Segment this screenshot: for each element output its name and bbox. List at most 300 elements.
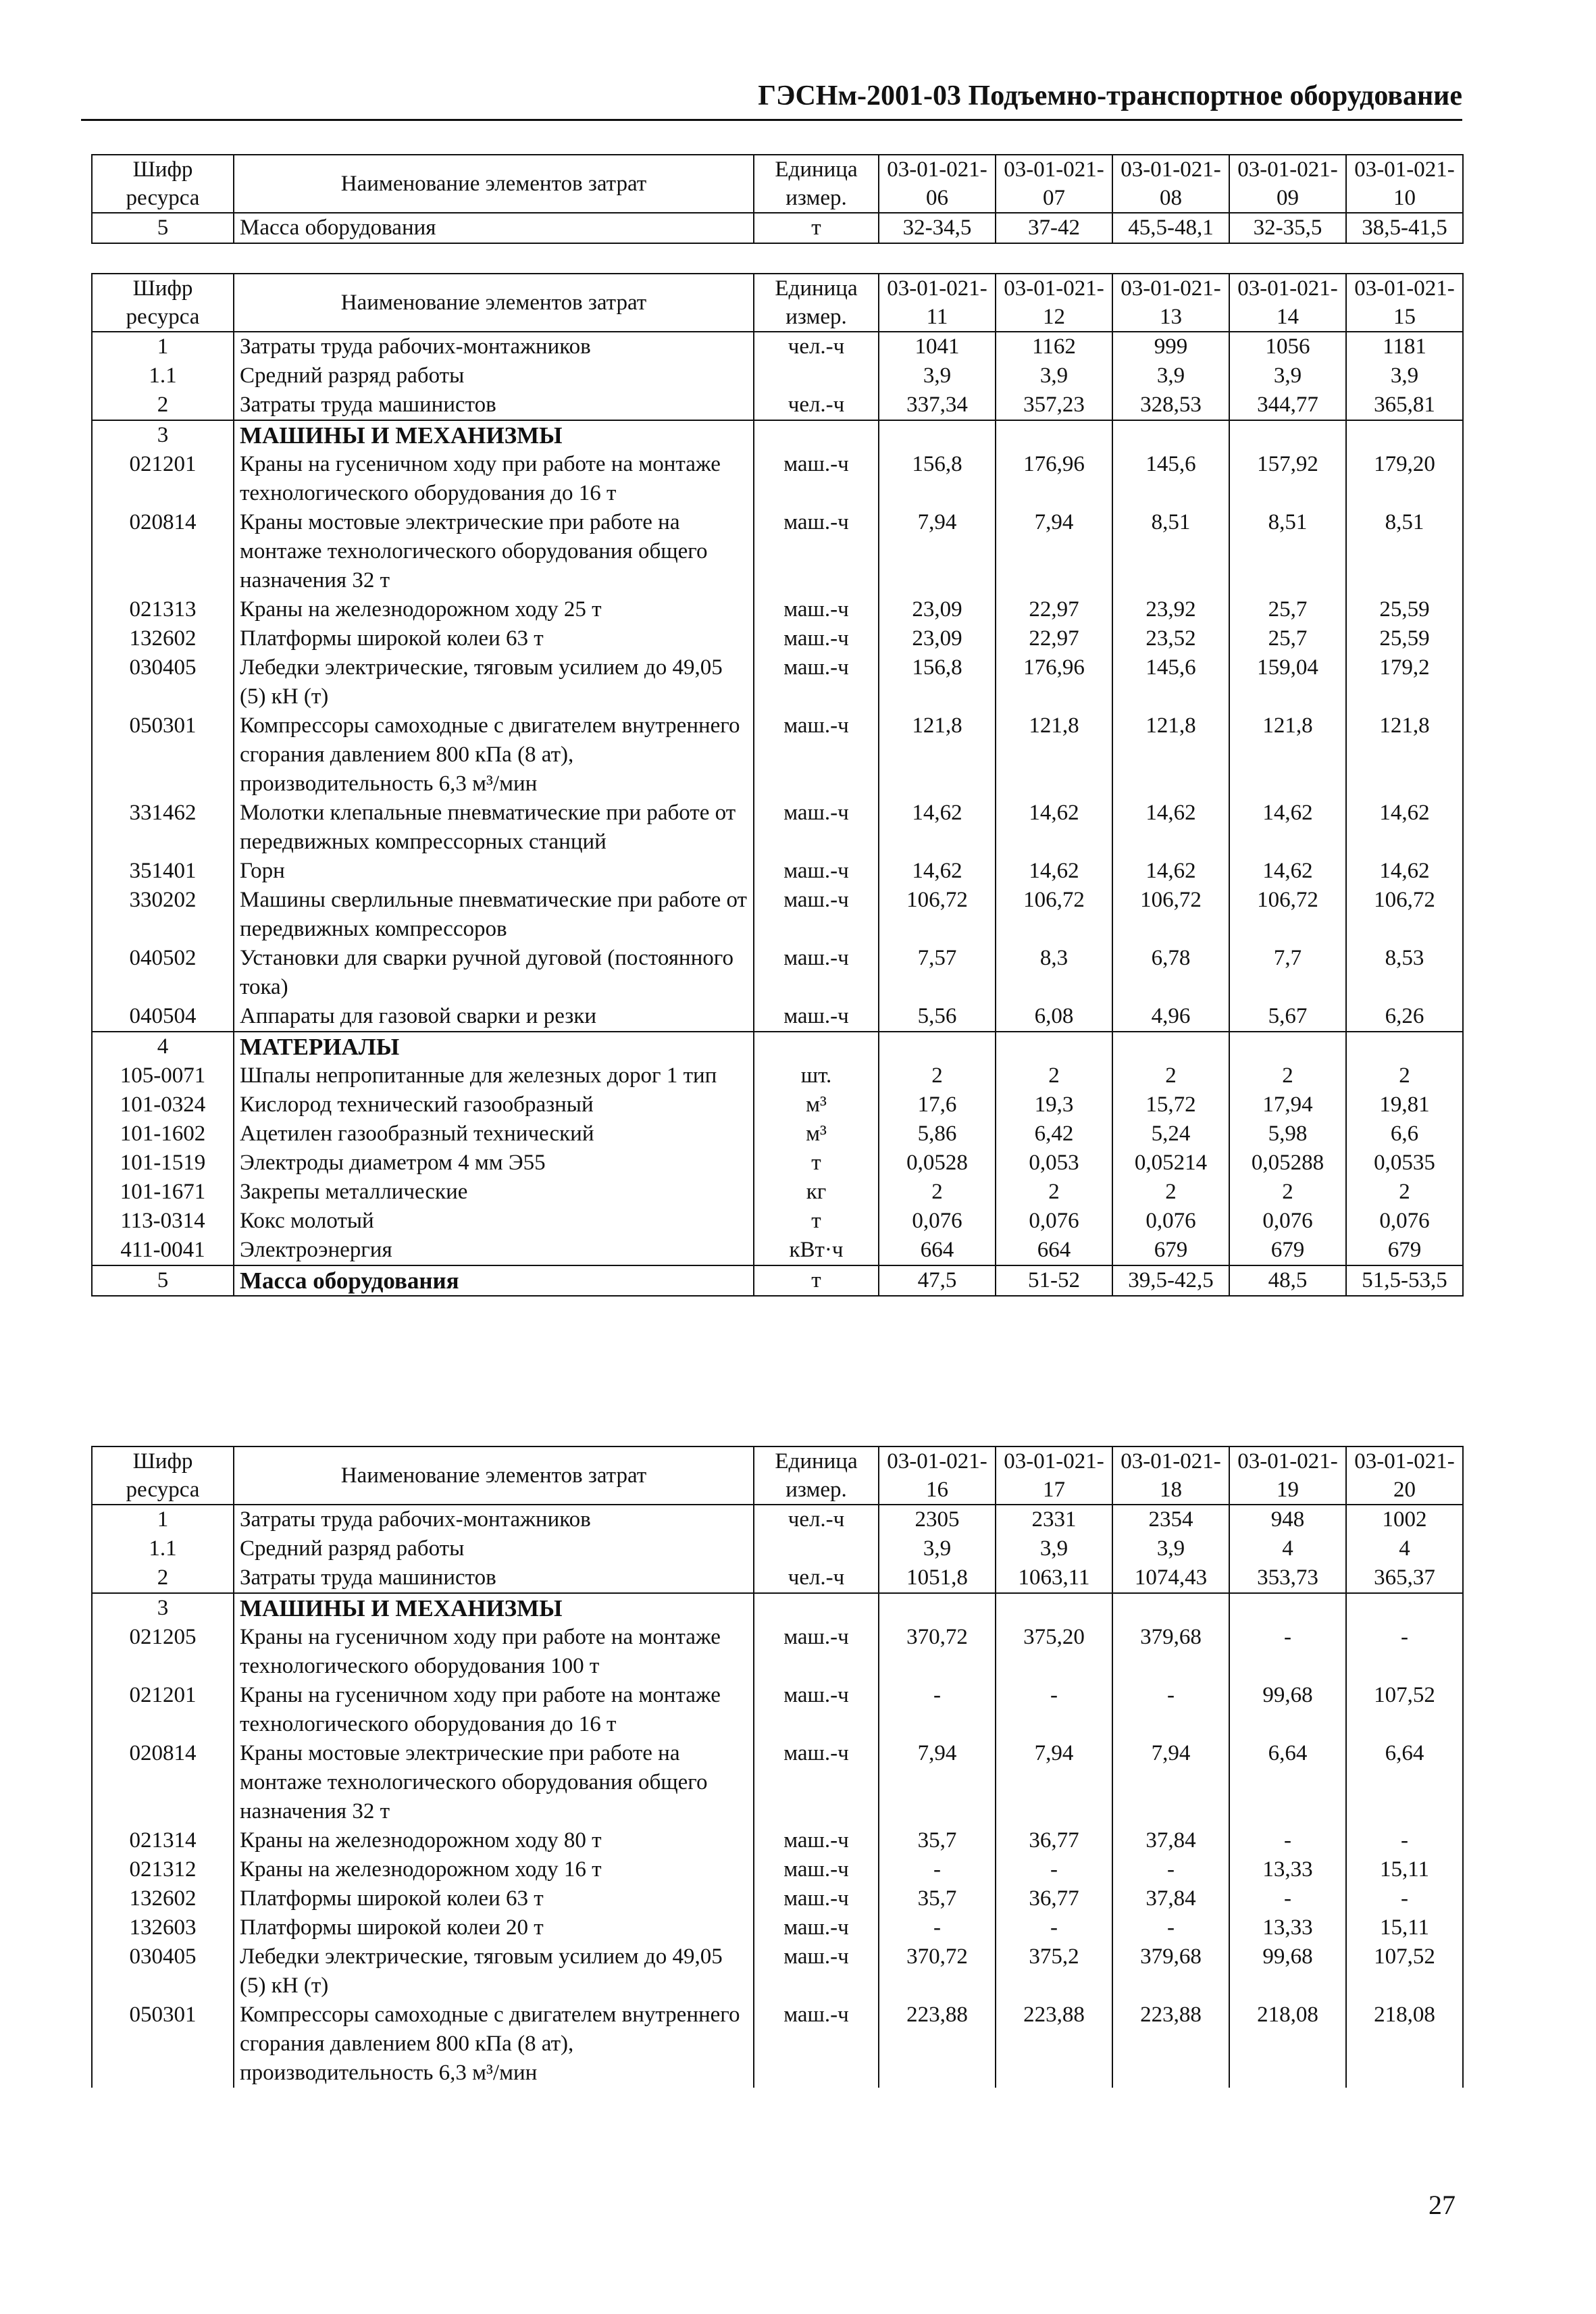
value-cell: - <box>879 1913 996 1942</box>
cost-element-name: Кокс молотый <box>234 1207 754 1236</box>
resource-code: 2 <box>92 1563 234 1593</box>
value-cell: 2 <box>1112 1178 1229 1207</box>
table-header-row <box>92 274 1463 332</box>
value-cell: 379,68 <box>1112 1623 1229 1681</box>
cost-element-name: Краны на железнодорожном ходу 16 т <box>234 1855 754 1884</box>
value-cell: 7,7 <box>1229 944 1346 1002</box>
header-norm-code: 03-01-021-19 <box>1229 1447 1346 1505</box>
resource-code: 2 <box>92 391 234 420</box>
value-cell: 179,20 <box>1346 450 1463 508</box>
cost-element-name: Молотки клепальные пневматические при работе от передвижных компрессорных станций <box>234 799 754 857</box>
value-cell: 3,9 <box>1112 1534 1229 1563</box>
table-row <box>92 1505 1463 1534</box>
value-cell: 14,62 <box>1346 799 1463 857</box>
value-cell: 107,52 <box>1346 1942 1463 2001</box>
value-cell: 218,08 <box>1346 2001 1463 2088</box>
resource-code: 030405 <box>92 1942 234 2001</box>
unit-cell: чел.-ч <box>754 1563 879 1593</box>
value-cell: 32-35,5 <box>1229 213 1346 243</box>
value-cell: 38,5-41,5 <box>1346 213 1463 243</box>
value-cell: 4 <box>1346 1534 1463 1563</box>
table-row <box>92 857 1463 886</box>
header-norm-code: 03-01-021-08 <box>1112 155 1229 213</box>
value-cell: 0,076 <box>996 1207 1112 1236</box>
resource-code: 021201 <box>92 450 234 508</box>
value-cell: 2 <box>879 1178 996 1207</box>
cost-element-name: Затраты труда машинистов <box>234 1563 754 1593</box>
value-cell: 106,72 <box>1346 886 1463 944</box>
value-cell: 370,72 <box>879 1623 996 1681</box>
resource-code: 411-0041 <box>92 1236 234 1265</box>
table-row <box>92 1149 1463 1178</box>
value-cell: 0,076 <box>1112 1207 1229 1236</box>
value-cell: 36,77 <box>996 1884 1112 1913</box>
cost-element-name: Закрепы металлические <box>234 1178 754 1207</box>
value-cell: 2 <box>879 1061 996 1090</box>
value-cell: 5,24 <box>1112 1120 1229 1149</box>
unit-cell: маш.-ч <box>754 653 879 711</box>
value-cell: 17,94 <box>1229 1090 1346 1120</box>
value-cell: 2 <box>1346 1178 1463 1207</box>
resource-code: 1 <box>92 332 234 361</box>
value-cell: 145,6 <box>1112 653 1229 711</box>
resource-code: 132602 <box>92 624 234 653</box>
value-cell: - <box>1112 1681 1229 1739</box>
header-norm-code: 03-01-021-18 <box>1112 1447 1229 1505</box>
value-cell: 14,62 <box>1229 857 1346 886</box>
value-cell: 7,57 <box>879 944 996 1002</box>
value-cell: 13,33 <box>1229 1913 1346 1942</box>
cost-element-name: Лебедки электрические, тяговым усилием до 49,05 (5) кН (т) <box>234 653 754 711</box>
value-cell: 19,3 <box>996 1090 1112 1120</box>
table-row <box>92 1884 1463 1913</box>
cost-element-name: Затраты труда рабочих-монтажников <box>234 332 754 361</box>
value-cell: 2 <box>1229 1061 1346 1090</box>
value-cell <box>1346 1593 1463 1623</box>
value-cell: 25,7 <box>1229 595 1346 624</box>
cost-element-name: Краны мостовые электрические при работе на монтаже технологического оборудования общего назначения 32 т <box>234 508 754 595</box>
table-row <box>92 886 1463 944</box>
unit-cell: маш.-ч <box>754 944 879 1002</box>
table-row <box>92 1563 1463 1593</box>
value-cell: 6,26 <box>1346 1002 1463 1032</box>
unit-cell: маш.-ч <box>754 1623 879 1681</box>
value-cell: 14,62 <box>996 857 1112 886</box>
value-cell: 25,7 <box>1229 624 1346 653</box>
value-cell: 14,62 <box>996 799 1112 857</box>
resource-code: 020814 <box>92 1739 234 1826</box>
resource-code: 101-1519 <box>92 1149 234 1178</box>
value-cell: - <box>1229 1884 1346 1913</box>
value-cell: 223,88 <box>996 2001 1112 2088</box>
value-cell: 121,8 <box>879 711 996 799</box>
value-cell: 328,53 <box>1112 391 1229 420</box>
value-cell: 14,62 <box>1112 857 1229 886</box>
unit-cell: м³ <box>754 1120 879 1149</box>
value-cell: 365,81 <box>1346 391 1463 420</box>
header-norm-code: 03-01-021-07 <box>996 155 1112 213</box>
resource-code: 3 <box>92 420 234 450</box>
value-cell: 106,72 <box>1229 886 1346 944</box>
running-header: ГЭСНм-2001-03 Подъемно-транспортное оборудование <box>758 80 1462 111</box>
resource-code: 5 <box>92 1265 234 1296</box>
table-row <box>92 1207 1463 1236</box>
value-cell: 948 <box>1229 1505 1346 1534</box>
header-unit: Единица измер. <box>754 1447 879 1505</box>
value-cell <box>1112 1032 1229 1061</box>
unit-cell: чел.-ч <box>754 1505 879 1534</box>
unit-cell: маш.-ч <box>754 1913 879 1942</box>
cost-element-name: Компрессоры самоходные с двигателем внутреннего сгорания давлением 800 кПа (8 ат), производительность 6,3 м³/мин <box>234 711 754 799</box>
unit-cell: маш.-ч <box>754 508 879 595</box>
value-cell: 3,9 <box>879 1534 996 1563</box>
value-cell: 25,59 <box>1346 595 1463 624</box>
header-name: Наименование элементов затрат <box>234 155 754 213</box>
resource-code: 021205 <box>92 1623 234 1681</box>
unit-cell: маш.-ч <box>754 1855 879 1884</box>
value-cell: - <box>1346 1826 1463 1855</box>
value-cell: 3,9 <box>1112 361 1229 391</box>
cost-element-name: Краны на гусеничном ходу при работе на монтаже технологического оборудования до 16 т <box>234 1681 754 1739</box>
value-cell: 679 <box>1112 1236 1229 1265</box>
resource-code: 040502 <box>92 944 234 1002</box>
value-cell: 0,0528 <box>879 1149 996 1178</box>
resource-code: 4 <box>92 1032 234 1061</box>
value-cell <box>1229 1593 1346 1623</box>
value-cell: 0,05214 <box>1112 1149 1229 1178</box>
header-norm-code: 03-01-021-20 <box>1346 1447 1463 1505</box>
table-row <box>92 1534 1463 1563</box>
value-cell: 6,6 <box>1346 1120 1463 1149</box>
value-cell: 1056 <box>1229 332 1346 361</box>
value-cell <box>879 420 996 450</box>
value-cell: 23,09 <box>879 595 996 624</box>
resource-code: 132603 <box>92 1913 234 1942</box>
table-row <box>92 213 1463 243</box>
resource-code: 021313 <box>92 595 234 624</box>
value-cell: 375,2 <box>996 1942 1112 2001</box>
value-cell: 344,77 <box>1229 391 1346 420</box>
cost-element-name: Шпалы непропитанные для железных дорог 1 тип <box>234 1061 754 1090</box>
resource-code: 1.1 <box>92 361 234 391</box>
cost-element-name: Затраты труда рабочих-монтажников <box>234 1505 754 1534</box>
unit-cell: маш.-ч <box>754 450 879 508</box>
value-cell: 14,62 <box>1112 799 1229 857</box>
section-row <box>92 1593 1463 1623</box>
resource-code: 030405 <box>92 653 234 711</box>
value-cell: 14,62 <box>1229 799 1346 857</box>
value-cell <box>1112 420 1229 450</box>
cost-element-name: Краны на железнодорожном ходу 80 т <box>234 1826 754 1855</box>
table-row <box>92 1061 1463 1090</box>
value-cell: 23,52 <box>1112 624 1229 653</box>
unit-cell: т <box>754 1265 879 1296</box>
unit-cell <box>754 1534 879 1563</box>
value-cell: 370,72 <box>879 1942 996 2001</box>
value-cell: 106,72 <box>879 886 996 944</box>
value-cell: 157,92 <box>1229 450 1346 508</box>
resource-code: 101-1602 <box>92 1120 234 1149</box>
table-row <box>92 595 1463 624</box>
table-row <box>92 1942 1463 2001</box>
table-row <box>92 711 1463 799</box>
value-cell: 0,076 <box>1346 1207 1463 1236</box>
value-cell: 37,84 <box>1112 1826 1229 1855</box>
value-cell: 3,9 <box>879 361 996 391</box>
header-norm-code: 03-01-021-14 <box>1229 274 1346 332</box>
value-cell: 32-34,5 <box>879 213 996 243</box>
value-cell: 2354 <box>1112 1505 1229 1534</box>
cost-element-name: Лебедки электрические, тяговым усилием до 49,05 (5) кН (т) <box>234 1942 754 2001</box>
resource-code: 351401 <box>92 857 234 886</box>
cost-element-name: Краны на гусеничном ходу при работе на монтаже технологического оборудования до 16 т <box>234 450 754 508</box>
unit-cell: чел.-ч <box>754 332 879 361</box>
value-cell: 22,97 <box>996 624 1112 653</box>
unit-cell: маш.-ч <box>754 886 879 944</box>
cost-element-name: Масса оборудования <box>234 1265 754 1296</box>
header-norm-code: 03-01-021-09 <box>1229 155 1346 213</box>
header-name: Наименование элементов затрат <box>234 1447 754 1505</box>
value-cell: 39,5-42,5 <box>1112 1265 1229 1296</box>
value-cell: 8,53 <box>1346 944 1463 1002</box>
resource-code: 021312 <box>92 1855 234 1884</box>
header-unit: Единица измер. <box>754 274 879 332</box>
value-cell: 337,34 <box>879 391 996 420</box>
table-header-row <box>92 1447 1463 1505</box>
unit-cell <box>754 1032 879 1061</box>
value-cell: 2 <box>1112 1061 1229 1090</box>
unit-cell: шт. <box>754 1061 879 1090</box>
value-cell: - <box>1229 1623 1346 1681</box>
table-header-row <box>92 155 1463 213</box>
value-cell: 2 <box>1346 1061 1463 1090</box>
value-cell: 1181 <box>1346 332 1463 361</box>
value-cell: 999 <box>1112 332 1229 361</box>
section-row <box>92 420 1463 450</box>
value-cell: 35,7 <box>879 1884 996 1913</box>
value-cell <box>1112 1593 1229 1623</box>
value-cell <box>996 420 1112 450</box>
value-cell: 1063,11 <box>996 1563 1112 1593</box>
unit-cell: кВт·ч <box>754 1236 879 1265</box>
value-cell: 23,92 <box>1112 595 1229 624</box>
value-cell: 121,8 <box>1112 711 1229 799</box>
value-cell: 121,8 <box>996 711 1112 799</box>
value-cell: 176,96 <box>996 653 1112 711</box>
value-cell: 6,64 <box>1346 1739 1463 1826</box>
cost-element-name: Ацетилен газообразный технический <box>234 1120 754 1149</box>
header-norm-code: 03-01-021-17 <box>996 1447 1112 1505</box>
value-cell: 8,51 <box>1112 508 1229 595</box>
value-cell: 14,62 <box>1346 857 1463 886</box>
resource-code: 101-1671 <box>92 1178 234 1207</box>
cost-element-name: Краны на гусеничном ходу при работе на монтаже технологического оборудования 100 т <box>234 1623 754 1681</box>
resource-table-1 <box>91 154 1464 244</box>
value-cell: - <box>1112 1913 1229 1942</box>
unit-cell: маш.-ч <box>754 857 879 886</box>
table-row <box>92 2001 1463 2088</box>
value-cell: 99,68 <box>1229 1942 1346 2001</box>
value-cell: 223,88 <box>1112 2001 1229 2088</box>
cost-element-name: Краны на железнодорожном ходу 25 т <box>234 595 754 624</box>
cost-element-name: Машины сверлильные пневматические при работе от передвижных компрессоров <box>234 886 754 944</box>
page-number: 27 <box>1428 2190 1456 2220</box>
value-cell: 4 <box>1229 1534 1346 1563</box>
unit-cell: т <box>754 213 879 243</box>
resource-code: 040504 <box>92 1002 234 1032</box>
value-cell: 107,52 <box>1346 1681 1463 1739</box>
value-cell <box>1346 1032 1463 1061</box>
value-cell: 6,64 <box>1229 1739 1346 1826</box>
unit-cell: маш.-ч <box>754 1942 879 2001</box>
value-cell: 2 <box>996 1178 1112 1207</box>
section-row <box>92 1265 1463 1296</box>
value-cell: 2 <box>1229 1178 1346 1207</box>
header-norm-code: 03-01-021-15 <box>1346 274 1463 332</box>
table-row <box>92 508 1463 595</box>
value-cell: 156,8 <box>879 450 996 508</box>
resource-code: 021201 <box>92 1681 234 1739</box>
value-cell: 0,076 <box>879 1207 996 1236</box>
value-cell: - <box>879 1681 996 1739</box>
table-row <box>92 1120 1463 1149</box>
value-cell: 15,11 <box>1346 1855 1463 1884</box>
unit-cell: м³ <box>754 1090 879 1120</box>
table-row <box>92 653 1463 711</box>
cost-element-name: МАШИНЫ И МЕХАНИЗМЫ <box>234 1593 754 1623</box>
value-cell: 3,9 <box>996 361 1112 391</box>
cost-element-name: Электроэнергия <box>234 1236 754 1265</box>
unit-cell: маш.-ч <box>754 1681 879 1739</box>
resource-code: 3 <box>92 1593 234 1623</box>
value-cell: 25,59 <box>1346 624 1463 653</box>
value-cell: 4,96 <box>1112 1002 1229 1032</box>
value-cell: 36,77 <box>996 1826 1112 1855</box>
value-cell: 14,62 <box>879 799 996 857</box>
resource-code: 1 <box>92 1505 234 1534</box>
value-cell: 357,23 <box>996 391 1112 420</box>
cost-element-name: Затраты труда машинистов <box>234 391 754 420</box>
section-row <box>92 1032 1463 1061</box>
value-cell: 37-42 <box>996 213 1112 243</box>
value-cell: 8,3 <box>996 944 1112 1002</box>
cost-element-name: Средний разряд работы <box>234 1534 754 1563</box>
value-cell: 37,84 <box>1112 1884 1229 1913</box>
header-norm-code: 03-01-021-16 <box>879 1447 996 1505</box>
header-name: Наименование элементов затрат <box>234 274 754 332</box>
resource-code: 105-0071 <box>92 1061 234 1090</box>
table-row <box>92 1913 1463 1942</box>
value-cell <box>1229 420 1346 450</box>
resource-code: 331462 <box>92 799 234 857</box>
cost-element-name: Аппараты для газовой сварки и резки <box>234 1002 754 1032</box>
header-code: Шифр ресурса <box>92 1447 234 1505</box>
value-cell: 22,97 <box>996 595 1112 624</box>
resource-code: 113-0314 <box>92 1207 234 1236</box>
unit-cell: маш.-ч <box>754 1002 879 1032</box>
header-rule <box>81 119 1462 121</box>
header-norm-code: 03-01-021-06 <box>879 155 996 213</box>
value-cell: 679 <box>1346 1236 1463 1265</box>
unit-cell: маш.-ч <box>754 2001 879 2088</box>
value-cell: 1051,8 <box>879 1563 996 1593</box>
header-norm-code: 03-01-021-10 <box>1346 155 1463 213</box>
unit-cell: маш.-ч <box>754 595 879 624</box>
value-cell: 375,20 <box>996 1623 1112 1681</box>
value-cell: 176,96 <box>996 450 1112 508</box>
table-row <box>92 624 1463 653</box>
unit-cell: маш.-ч <box>754 799 879 857</box>
value-cell: 106,72 <box>996 886 1112 944</box>
unit-cell: маш.-ч <box>754 1739 879 1826</box>
cost-element-name: Электроды диаметром 4 мм Э55 <box>234 1149 754 1178</box>
cost-element-name: Платформы широкой колеи 20 т <box>234 1913 754 1942</box>
unit-cell: кг <box>754 1178 879 1207</box>
value-cell: - <box>879 1855 996 1884</box>
resource-table-3 <box>91 1446 1464 2088</box>
resource-code: 132602 <box>92 1884 234 1913</box>
value-cell: 35,7 <box>879 1826 996 1855</box>
value-cell: 15,11 <box>1346 1913 1463 1942</box>
table-row <box>92 332 1463 361</box>
unit-cell <box>754 361 879 391</box>
value-cell: 2305 <box>879 1505 996 1534</box>
cost-element-name: Платформы широкой колеи 63 т <box>234 1884 754 1913</box>
resource-code: 5 <box>92 213 234 243</box>
value-cell: 5,98 <box>1229 1120 1346 1149</box>
value-cell: 179,2 <box>1346 653 1463 711</box>
table-row <box>92 1681 1463 1739</box>
value-cell: 365,37 <box>1346 1563 1463 1593</box>
resource-code: 021314 <box>92 1826 234 1855</box>
cost-element-name: МАТЕРИАЛЫ <box>234 1032 754 1061</box>
value-cell: 2 <box>996 1061 1112 1090</box>
header-norm-code: 03-01-021-13 <box>1112 274 1229 332</box>
value-cell <box>1229 1032 1346 1061</box>
value-cell: 8,51 <box>1346 508 1463 595</box>
table-row <box>92 1623 1463 1681</box>
value-cell: 1162 <box>996 332 1112 361</box>
resource-code: 1.1 <box>92 1534 234 1563</box>
value-cell: 1002 <box>1346 1505 1463 1534</box>
value-cell: 14,62 <box>879 857 996 886</box>
header-norm-code: 03-01-021-11 <box>879 274 996 332</box>
table-row <box>92 1002 1463 1032</box>
value-cell: 353,73 <box>1229 1563 1346 1593</box>
value-cell: 45,5-48,1 <box>1112 213 1229 243</box>
unit-cell: маш.-ч <box>754 711 879 799</box>
table-row <box>92 1855 1463 1884</box>
cost-element-name: Установки для сварки ручной дуговой (постоянного тока) <box>234 944 754 1002</box>
value-cell: 664 <box>879 1236 996 1265</box>
table-row <box>92 799 1463 857</box>
unit-cell: маш.-ч <box>754 1826 879 1855</box>
value-cell: 0,053 <box>996 1149 1112 1178</box>
value-cell: - <box>1229 1826 1346 1855</box>
value-cell: 145,6 <box>1112 450 1229 508</box>
header-code: Шифр ресурса <box>92 155 234 213</box>
value-cell: 15,72 <box>1112 1090 1229 1120</box>
unit-cell: т <box>754 1207 879 1236</box>
resource-table-2 <box>91 273 1464 1297</box>
unit-cell: маш.-ч <box>754 624 879 653</box>
value-cell: 99,68 <box>1229 1681 1346 1739</box>
resource-code: 050301 <box>92 2001 234 2088</box>
unit-cell <box>754 420 879 450</box>
value-cell: 8,51 <box>1229 508 1346 595</box>
value-cell: 51-52 <box>996 1265 1112 1296</box>
resource-code: 050301 <box>92 711 234 799</box>
